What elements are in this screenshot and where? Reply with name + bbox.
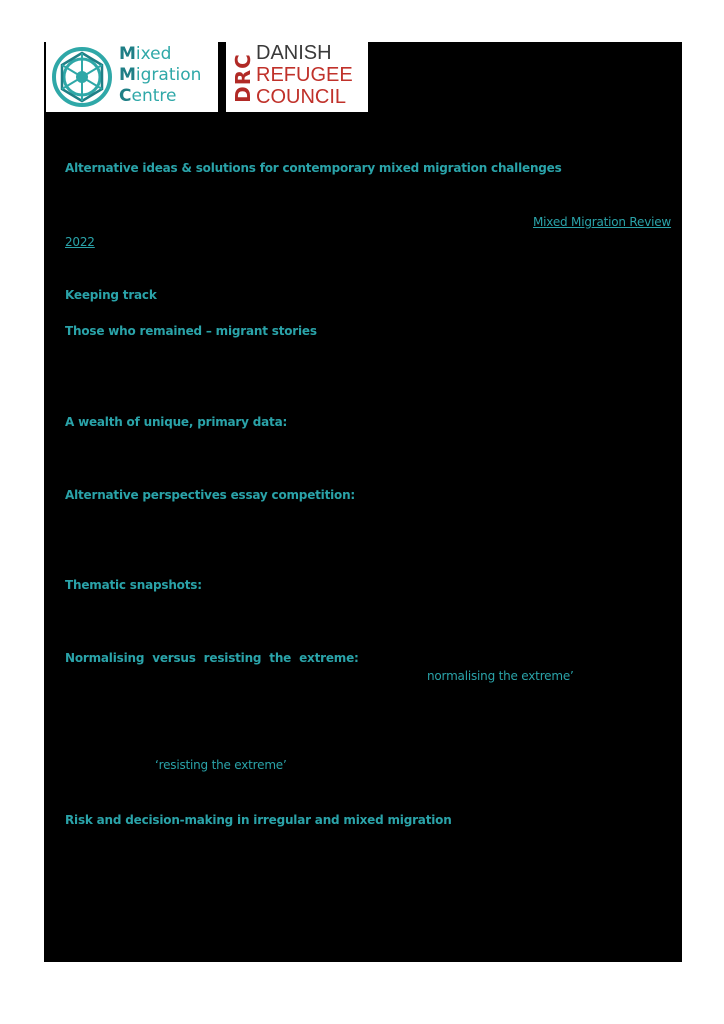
year-2022-link[interactable]: 2022 — [65, 235, 95, 249]
heading-risk-decision-making: Risk and decision-making in irregular and mixed migration — [65, 813, 452, 827]
headline: Alternative ideas & solutions for contemporary mixed migration challenges — [65, 161, 562, 175]
mmc-globe-icon — [50, 45, 114, 109]
heading-primary-data: A wealth of unique, primary data: — [65, 415, 288, 429]
drc-wordmark: DANISH REFUGEE COUNCIL — [256, 42, 353, 108]
mixed-migration-review-link[interactable]: Mixed Migration Review — [533, 215, 672, 229]
quote-normalising-the-extreme: normalising the extreme’ — [427, 669, 574, 683]
heading-normalising-vs-resisting: Normalising versus resisting the extreme: — [65, 651, 359, 665]
quote-resisting-the-extreme: ‘resisting the extreme’ — [155, 758, 287, 772]
heading-thematic-snapshots: Thematic snapshots: — [65, 578, 202, 592]
heading-keeping-track: Keeping track — [65, 288, 157, 302]
heading-those-who-remained: Those who remained – migrant stories — [65, 324, 317, 338]
heading-essay-competition: Alternative perspectives essay competition: — [65, 488, 356, 502]
mmc-wordmark: Mixed Migration Centre — [119, 44, 202, 106]
drc-vertical-mark: DRC — [230, 44, 252, 110]
document-page — [44, 42, 682, 962]
drc-logo — [226, 42, 368, 112]
mmc-logo — [46, 42, 218, 112]
